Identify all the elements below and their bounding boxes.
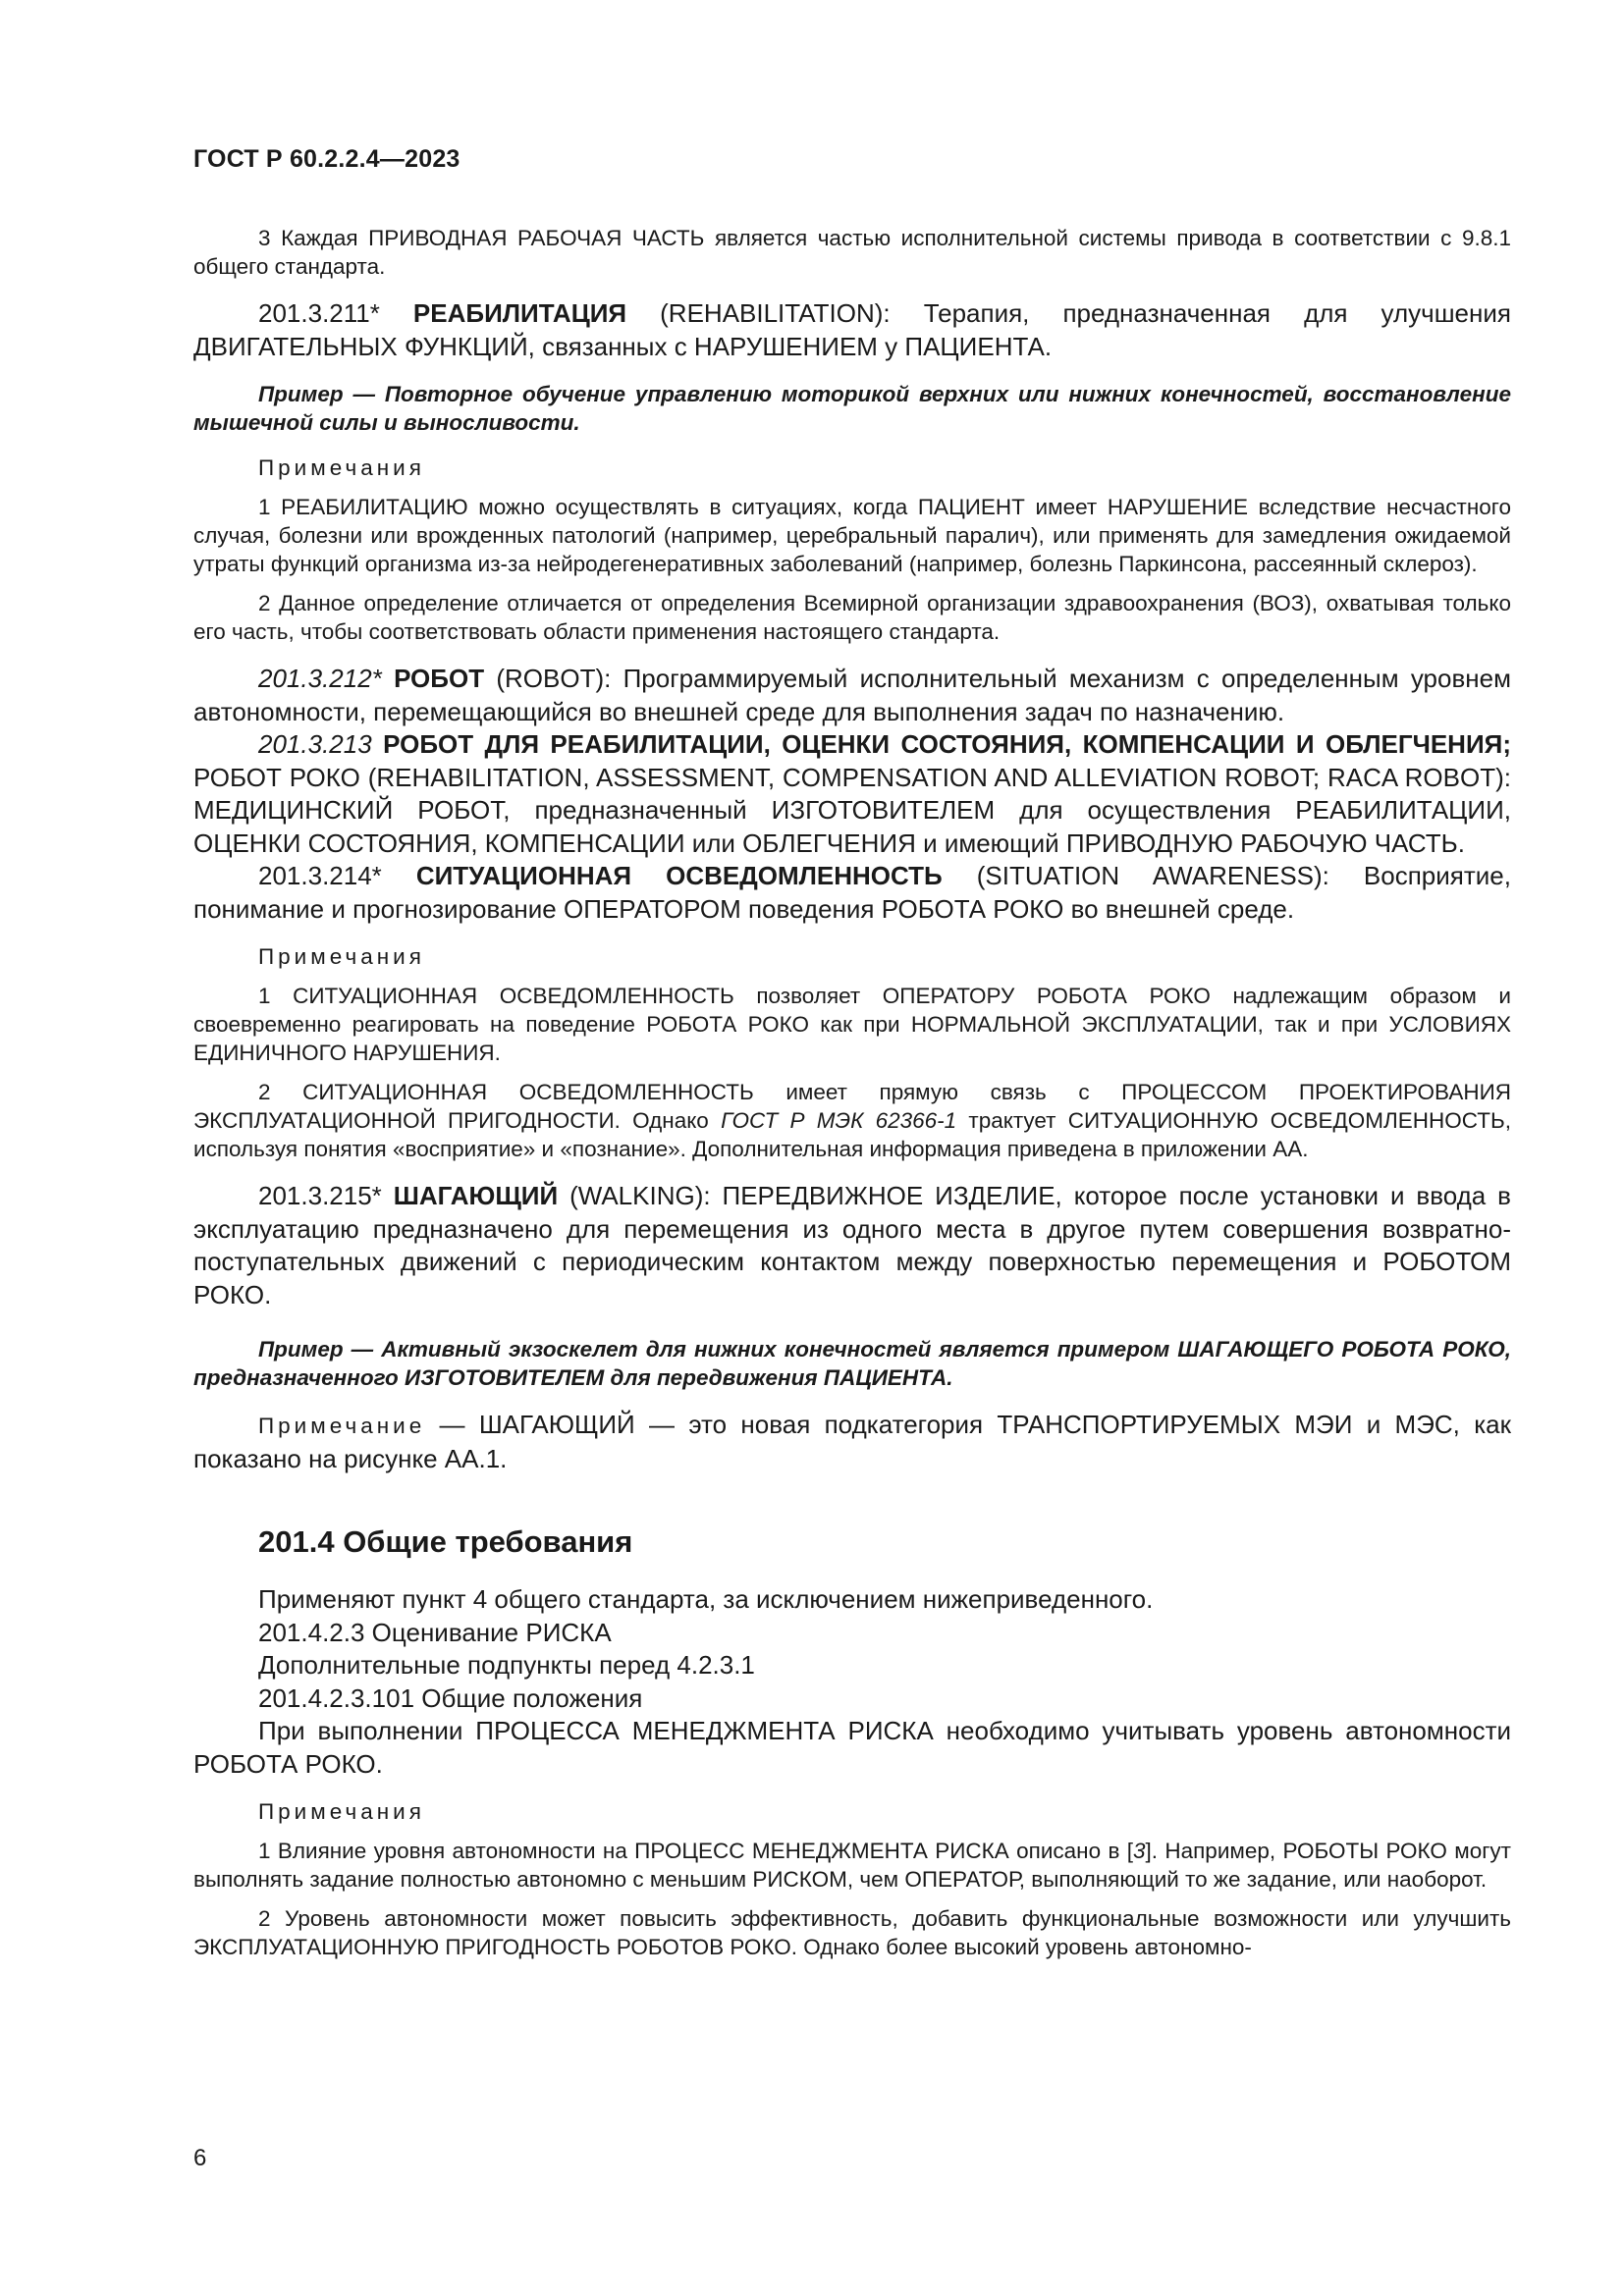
definition-214: [193, 860, 1511, 926]
standard-reference: ГОСТ Р МЭК 62366-1: [721, 1108, 957, 1133]
bibliography-reference: 3: [1133, 1839, 1146, 1863]
clause-number: 201.3.214*: [258, 861, 382, 890]
clause-number: 201.3.211*: [258, 298, 380, 328]
section-body: [193, 1583, 1511, 1781]
note-215: [193, 1409, 1511, 1475]
definition-213: [193, 728, 1511, 860]
clause-number: 201.3.215*: [258, 1181, 382, 1210]
subclause-heading: 201.4.2.3.101 Общие положения: [258, 1682, 643, 1713]
section-paragraph: При выполнении ПРОЦЕССА МЕНЕДЖМЕНТА РИСКА необходимо учитывать уровень автономности РОБОТА РОКО.: [193, 1716, 1511, 1779]
note-4-2: 2 Уровень автономности может повысить эффективность, добавить функциональные возможности или улучшить ЭКСПЛУАТАЦИОННУЮ ПРИГОДНОСТЬ РОБОТОВ РОКО. Однако более высокий уровень автономно-: [193, 1906, 1511, 1959]
definition-211: [193, 297, 1511, 363]
notes-label: Примечания: [258, 1799, 425, 1824]
section-paragraph: Применяют пункт 4 общего стандарта, за исключением нижеприведенного.: [258, 1584, 1154, 1614]
section-title: 201.4 Общие требования: [258, 1524, 633, 1559]
note-211-1: 1 РЕАБИЛИТАЦИЮ можно осуществлять в ситуациях, когда ПАЦИЕНТ имеет НАРУШЕНИЕ вследствие несчастного случая, болезни или врожденных патологий (например, церебральный паралич), или применять для замедления ожидаемой утраты функций организма из-за нейродегенеративных заболеваний (например, болезнь Паркинсона, рассеянный склероз).: [193, 495, 1511, 576]
subclause-heading: 201.4.2.3 Оценивание РИСКА: [258, 1617, 612, 1647]
definition-215: [193, 1180, 1511, 1311]
definition-text: (WALKING): ПЕРЕДВИЖНОЕ ИЗДЕЛИЕ, которое после установки и ввода в эксплуатацию предназначено для перемещения из одного места в другое путем совершения возвратно-поступательных движений с периодическим контактом между поверхностью перемещения и РОБОТОМ РОКО.: [193, 1181, 1511, 1309]
example-211: Пример — Повторное обучение управлению моторикой верхних или нижних конечностей, восстановление мышечной силы и выносливости.: [193, 382, 1511, 435]
notes-label: Примечания: [258, 944, 425, 969]
definition-212: [193, 663, 1511, 728]
definition-text: (REHABILITATION): Терапия, предназначенная для улучшения ДВИГАТЕЛЬНЫХ ФУНКЦИЙ, связанных с НАРУШЕНИЕМ у ПАЦИЕНТА.: [193, 298, 1511, 361]
note-text: — ШАГАЮЩИЙ — это новая подкатегория ТРАНСПОРТИРУЕМЫХ МЭИ и МЭС, как показано на рисунке АА.1.: [193, 1410, 1511, 1473]
notes-label: Примечания: [258, 455, 425, 480]
term: СИТУАЦИОННАЯ ОСВЕДОМЛЕННОСТЬ: [415, 861, 943, 890]
clause-number: 201.3.212*: [258, 664, 382, 693]
clause-number: 201.3.213: [258, 729, 372, 759]
definition-text: (ROBOT): Программируемый исполнительный механизм с определенным уровнем автономности, перемещающийся во внешней среде для выполнения задач по назначению.: [193, 664, 1511, 726]
term: РЕАБИЛИТАЦИЯ: [412, 298, 627, 328]
term: РОБОТ: [394, 664, 485, 693]
definition-text: РОБОТ РОКО (REHABILITATION, ASSESSMENT, COMPENSATION AND ALLEVIATION ROBOT; RACA ROBOT): МЕДИЦИНСКИЙ РОБОТ, предназначенный ИЗГОТОВИТЕЛЕМ для осуществления РЕАБИЛИТАЦИИ, ОЦЕНКИ СОСТОЯНИЯ, КОМПЕНСАЦИИ или ОБЛЕГЧЕНИЯ и имеющий ПРИВОДНУЮ РАБОЧУЮ ЧАСТЬ.: [193, 762, 1511, 858]
section-paragraph: Дополнительные подпункты перед 4.2.3.1: [258, 1650, 755, 1680]
definition-text: (SITUATION AWARENESS): Восприятие, понимание и прогнозирование ОПЕРАТОРОМ поведения РОБОТА РОКО во внешней среде.: [193, 861, 1511, 924]
note-211-2: 2 Данное определение отличается от определения Всемирной организации здравоохранения (ВОЗ), охватывая только его часть, чтобы соответствовать области применения настоящего стандарта.: [193, 591, 1511, 644]
note-214-1: 1 СИТУАЦИОННАЯ ОСВЕДОМЛЕННОСТЬ позволяет ОПЕРАТОРУ РОБОТА РОКО надлежащим образом и своевременно реагировать на поведение РОБОТА РОКО как при НОРМАЛЬНОЙ ЭКСПЛУАТАЦИИ, так и при УСЛОВИЯХ ЕДИНИЧНОГО НАРУШЕНИЯ.: [193, 984, 1511, 1065]
note-paragraph: 3 Каждая ПРИВОДНАЯ РАБОЧАЯ ЧАСТЬ является частью исполнительной системы привода в соответствии с 9.8.1 общего стандарта.: [193, 226, 1511, 279]
term: ШАГАЮЩИЙ: [393, 1181, 559, 1210]
term: РОБОТ ДЛЯ РЕАБИЛИТАЦИИ, ОЦЕНКИ СОСТОЯНИЯ, КОМПЕНСАЦИИ И ОБЛЕГЧЕНИЯ;: [383, 729, 1511, 759]
document-header: ГОСТ Р 60.2.2.4—2023: [193, 145, 460, 173]
page-number: 6: [193, 2145, 207, 2171]
note-4-1: 1 Влияние уровня автономности на ПРОЦЕСС МЕНЕДЖМЕНТА РИСКА описано в [3]. Например, РОБОТЫ РОКО могут выполнять задание полностью автономно с меньшим РИСКОМ, чем ОПЕРАТОР, выполняющий то же задание, или наоборот.: [193, 1839, 1511, 1892]
note-label: Примечание: [258, 1414, 426, 1438]
example-215: Пример — Активный экзоскелет для нижних конечностей является примером ШАГАЮЩЕГО РОБОТА РОКО, предназначенного ИЗГОТОВИТЕЛЕМ для передвижения ПАЦИЕНТА.: [193, 1337, 1511, 1390]
note-214-2: 2 СИТУАЦИОННАЯ ОСВЕДОМЛЕННОСТЬ имеет прямую связь с ПРОЦЕССОМ ПРОЕКТИРОВАНИЯ ЭКСПЛУАТАЦИОННОЙ ПРИГОДНОСТИ. Однако ГОСТ Р МЭК 62366-1 трактует СИТУАЦИОННУЮ ОСВЕДОМЛЕННОСТЬ, используя понятия «восприятие» и «познание». Дополнительная информация приведена в приложении АА.: [193, 1080, 1512, 1161]
page-body: [193, 224, 1511, 1961]
